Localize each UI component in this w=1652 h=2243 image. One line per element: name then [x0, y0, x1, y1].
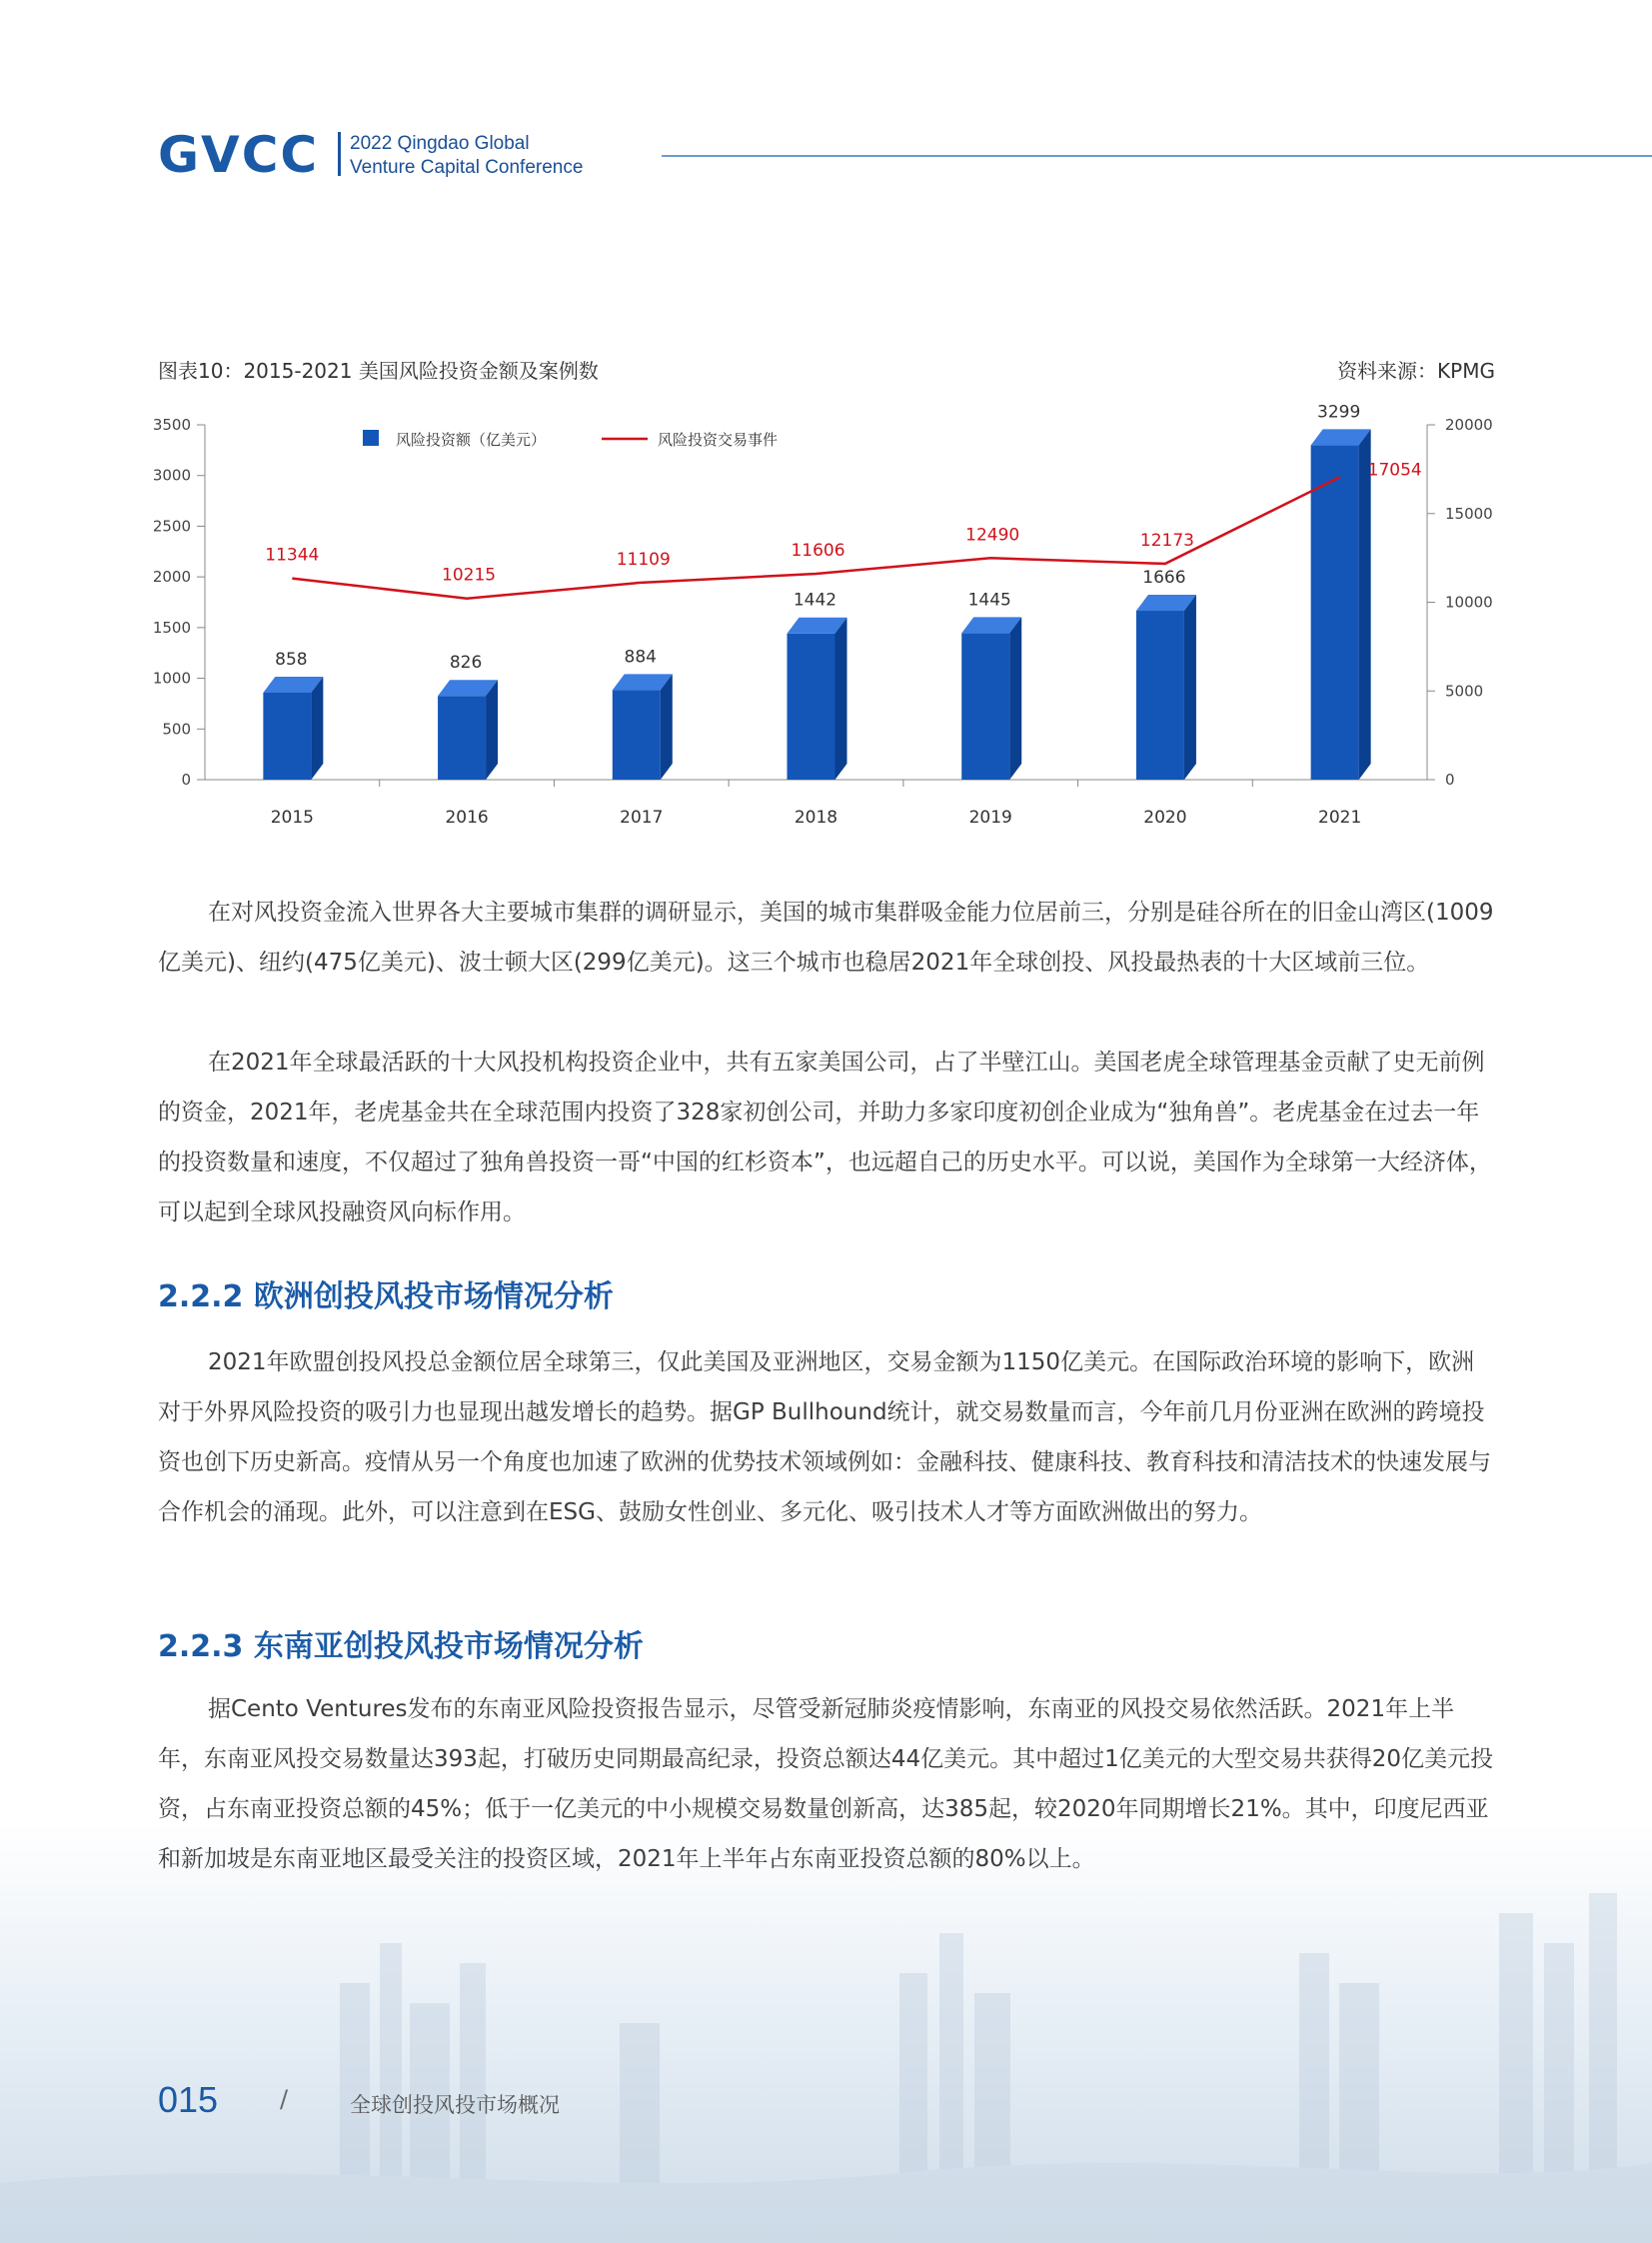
line-data-label: 12173 [1139, 530, 1194, 551]
footer-section-title: 全球创投风投市场概况 [350, 2093, 560, 2117]
bar-data-label: 1442 [793, 590, 837, 611]
figure-source: 资料来源：KPMG [1337, 359, 1495, 383]
bar-side-face [1359, 429, 1371, 780]
bar [263, 693, 311, 780]
x-axis-tick-label: 2018 [794, 808, 838, 828]
paragraph-europe: 2021年欧盟创投风投总金额位居全球第三，仅此美国及亚洲地区，交易金额为1150亿美元。在国际政治环境的影响下，欧洲对于外界风险投资的吸引力也显现出越发增长的趋势。据GP Bullhound统计，就交易数量而言，今年前几月份亚洲在欧洲的跨境投资也创下历史新高。疫情从另一个角度也加速了欧洲的优势技术领域例如：金融科技、健康科技、教育科技和清洁技术的快速发展与合作机会的涌现。此外，可以注意到在ESG、鼓励女性创业、多元化、吸引技术人才等方面欧洲做出的努力。 [158, 1349, 1491, 1525]
right-axis-tick-label: 10000 [1445, 593, 1493, 612]
paragraph-us-cities: 在对风投资金流入世界各大主要城市集群的调研显示，美国的城市集群吸金能力位居前三，分别是硅谷所在的旧金山湾区(1009亿美元)、纽约(475亿美元)、波士顿大区(299亿美元)。这三个城市也稳居2021年全球创投、风投最热表的十大区域前三位。 [158, 900, 1494, 976]
x-axis-tick-label: 2015 [270, 808, 314, 828]
line-data-label: 12490 [965, 525, 1020, 546]
subtitle-line-1: 2022 Qingdao Global [350, 133, 530, 154]
page-number: 015 [158, 2079, 219, 2120]
bar-data-label: 1445 [967, 590, 1011, 611]
left-axis-tick-label: 500 [162, 720, 191, 739]
left-axis-tick-label: 3500 [152, 416, 191, 434]
header-rule [662, 155, 1652, 157]
bar-data-label: 858 [275, 649, 308, 670]
legend-bar-label: 风险投资额（亿美元） [396, 431, 547, 449]
heading-europe: 2.2.2 欧洲创投风投市场情况分析 [158, 1279, 614, 1314]
bar-data-label: 3299 [1317, 402, 1361, 423]
right-axis-tick-label: 15000 [1445, 504, 1493, 523]
logo-divider [338, 132, 341, 176]
right-axis-tick-label: 0 [1445, 771, 1455, 789]
left-axis-tick-label: 2000 [152, 568, 191, 587]
bar-data-label: 826 [449, 653, 483, 674]
bar-side-face [835, 618, 847, 780]
bar-side-face [1009, 617, 1021, 780]
conference-subtitle [350, 132, 583, 180]
paragraph-us-funds: 在2021年全球最活跃的十大风投机构投资企业中，共有五家美国公司，占了半壁江山。美国老虎全球管理基金贡献了史无前例的资金，2021年，老虎基金共在全球范围内投资了328家初创公司，并助力多家印度初创企业成为“独角兽”。老虎基金在过去一年的投资数量和速度，不仅超过了独角兽投资一哥“中国的红杉资本”，也远超自己的历史水平。可以说，美国作为全球第一大经济体，可以起到全球风投融资风向标作用。 [158, 1050, 1492, 1225]
left-axis-tick-label: 2500 [152, 517, 191, 536]
subtitle-line-2: Venture Capital Conference [350, 157, 584, 178]
paragraph-southeast-asia: 据Cento Ventures发布的东南亚风险投资报告显示，尽管受新冠肺炎疫情影响，东南亚的风投交易依然活跃。2021年上半年，东南亚风投交易数量达393起，打破历史同期最高纪录，投资总额达44亿美元。其中超过1亿美元的大型交易共获得20亿美元投资，占东南亚投资总额的45%；低于一亿美元的中小规模交易数量创新高，达385起，较2020年同期增长21%。其中，印度尼西亚和新加坡是东南亚地区最受关注的投资区域，2021年上半年占东南亚投资总额的80%以上。 [158, 1696, 1494, 1872]
x-axis-tick-label: 2021 [1318, 808, 1362, 828]
bar [613, 690, 661, 780]
x-axis-tick-label: 2019 [968, 808, 1012, 828]
line-data-label: 17054 [1367, 460, 1422, 481]
right-axis-tick-label: 20000 [1445, 416, 1493, 434]
bar-data-label: 1666 [1142, 568, 1186, 589]
bar [438, 696, 486, 780]
figure-caption: 图表10：2015-2021 美国风险投资金额及案例数 [158, 359, 599, 383]
x-axis-tick-label: 2016 [445, 808, 489, 828]
bar [961, 633, 1009, 780]
bar [788, 634, 835, 780]
line-data-label: 11109 [616, 549, 671, 570]
bar-data-label: 884 [624, 647, 658, 668]
legend-line-label: 风险投资交易事件 [658, 431, 779, 449]
line-data-label: 11606 [791, 540, 845, 561]
gvcc-logo [158, 130, 330, 178]
bar-side-face [486, 680, 498, 780]
line-data-label: 11344 [265, 545, 320, 566]
bar-side-face [661, 674, 673, 780]
venture-chart [150, 400, 1509, 840]
heading-southeast-asia: 2.2.3 东南亚创投风投市场情况分析 [158, 1629, 644, 1664]
left-axis-tick-label: 0 [181, 771, 191, 789]
left-axis-tick-label: 3000 [152, 466, 191, 485]
right-axis-tick-label: 5000 [1445, 682, 1484, 701]
bar-side-face [1184, 595, 1196, 780]
footer-separator: / [280, 2085, 289, 2113]
left-axis-tick-label: 1000 [152, 669, 191, 688]
city-skyline-background [0, 1823, 1652, 2243]
bar [1311, 445, 1359, 780]
logo-text: GVCC [158, 130, 320, 178]
left-axis-tick-label: 1500 [152, 618, 191, 637]
line-data-label: 10215 [442, 565, 497, 586]
x-axis-tick-label: 2017 [620, 808, 664, 828]
x-axis-tick-label: 2020 [1143, 808, 1187, 828]
legend-bar-swatch [363, 430, 379, 446]
bar [1136, 611, 1184, 780]
bar-side-face [311, 677, 323, 780]
